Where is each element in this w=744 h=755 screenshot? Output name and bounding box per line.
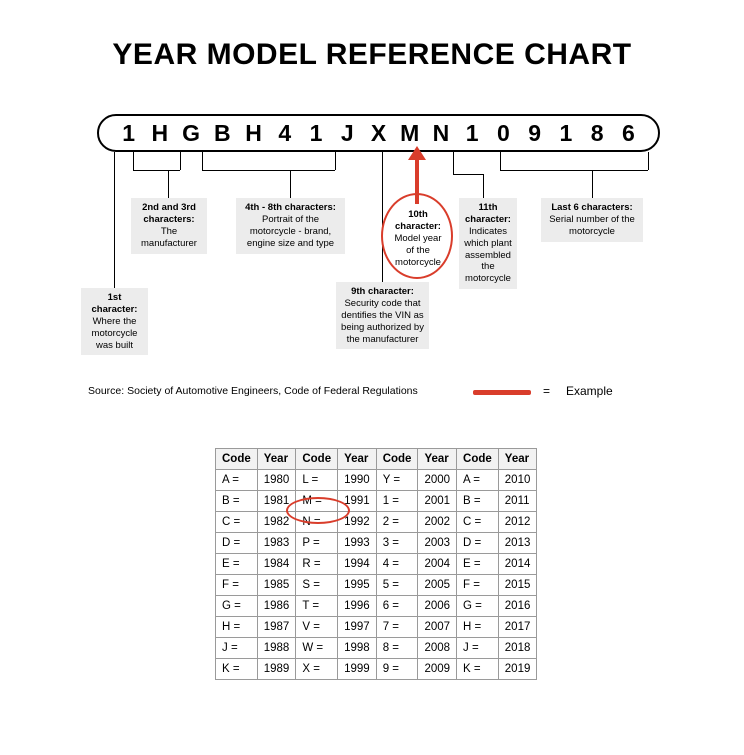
callout-ninth-heading: 9th character:	[351, 286, 414, 297]
cell-code: E =	[457, 554, 499, 575]
cell-code: 5 =	[376, 575, 418, 596]
cell-code: 3 =	[376, 533, 418, 554]
cell-code: Y =	[376, 470, 418, 491]
leader-line-eleventh-char-drop	[483, 174, 484, 198]
table-row	[216, 554, 537, 575]
cell-year: 1995	[338, 575, 377, 596]
callout-last-six-heading: Last 6 characters:	[551, 202, 633, 213]
callout-second-third-body: The manufacturer	[141, 225, 197, 249]
callout-fourth-eighth-characters	[236, 198, 345, 254]
cell-year: 2009	[418, 659, 457, 680]
table-header-code-3: Code	[376, 449, 418, 470]
cell-code: X =	[296, 659, 338, 680]
cell-year: 1996	[338, 596, 377, 617]
cell-code: H =	[457, 617, 499, 638]
bracket-second-third-left	[133, 152, 134, 170]
bracket-second-third-top	[133, 170, 180, 171]
cell-code: C =	[457, 512, 499, 533]
cell-year: 2019	[498, 659, 537, 680]
table-row	[216, 533, 537, 554]
callout-first-character	[81, 288, 148, 355]
cell-code: 1 =	[376, 491, 418, 512]
cell-year: 2015	[498, 575, 537, 596]
cell-year: 1981	[257, 491, 296, 512]
cell-year: 1988	[257, 638, 296, 659]
cell-code: C =	[216, 512, 258, 533]
table-header-year-4: Year	[498, 449, 537, 470]
cell-year: 2011	[498, 491, 537, 512]
cell-code: F =	[216, 575, 258, 596]
callout-tenth-heading: 10th character:	[395, 209, 441, 232]
table-row	[216, 617, 537, 638]
cell-year: 1980	[257, 470, 296, 491]
bracket-last-six-top	[500, 170, 648, 171]
leader-line-last-six	[592, 170, 593, 198]
table-header-year-1: Year	[257, 449, 296, 470]
leader-line-second-third	[168, 170, 169, 198]
cell-year: 2017	[498, 617, 537, 638]
cell-code: K =	[216, 659, 258, 680]
vin-char-15: 1	[559, 119, 573, 146]
callout-first-character-body: Where the motorcycle was built	[91, 315, 138, 351]
source-text: Source: Society of Automotive Engineers, Code of Federal Regulations	[88, 385, 418, 397]
cell-year: 2013	[498, 533, 537, 554]
cell-year: 2001	[418, 491, 457, 512]
vin-char-1: 1	[122, 119, 136, 146]
cell-year: 2005	[418, 575, 457, 596]
cell-year: 2014	[498, 554, 537, 575]
leader-line-first-char-stub	[114, 152, 115, 170]
bracket-second-third-right	[180, 152, 181, 170]
cell-code: 8 =	[376, 638, 418, 659]
cell-year: 2002	[418, 512, 457, 533]
callout-ninth-body: Security code that dentifies the VIN as being authorized by the manufacturer	[341, 297, 424, 345]
table-row	[216, 638, 537, 659]
cell-code: D =	[457, 533, 499, 554]
cell-code: V =	[296, 617, 338, 638]
table-row	[216, 575, 537, 596]
cell-year: 2007	[418, 617, 457, 638]
cell-code: G =	[457, 596, 499, 617]
table-header-year-2: Year	[338, 449, 377, 470]
cell-code: D =	[216, 533, 258, 554]
cell-code: 9 =	[376, 659, 418, 680]
cell-year: 1997	[338, 617, 377, 638]
table-header-row	[216, 449, 537, 470]
cell-code: E =	[216, 554, 258, 575]
callout-eleventh-character	[459, 198, 517, 289]
vin-char-2: H	[151, 119, 169, 146]
cell-year: 1982	[257, 512, 296, 533]
callout-tenth-character	[390, 205, 446, 272]
vin-char-12: 1	[465, 119, 479, 146]
cell-code: W =	[296, 638, 338, 659]
cell-code: S =	[296, 575, 338, 596]
cell-year: 1992	[338, 512, 377, 533]
cell-code: P =	[296, 533, 338, 554]
cell-code: M =	[296, 491, 338, 512]
cell-year: 2012	[498, 512, 537, 533]
cell-year: 1983	[257, 533, 296, 554]
cell-code: B =	[216, 491, 258, 512]
bracket-fourth-eighth-right	[335, 152, 336, 170]
bracket-last-six-left	[500, 152, 501, 170]
cell-year: 2010	[498, 470, 537, 491]
callout-ninth-character	[336, 282, 429, 349]
callout-eleventh-heading: 11th character:	[465, 202, 511, 225]
callout-eleventh-body: Indicates which plant assembled the motorcycle	[464, 225, 512, 285]
vin-char-13: 0	[497, 119, 510, 146]
cell-code: R =	[296, 554, 338, 575]
cell-year: 2006	[418, 596, 457, 617]
cell-code: B =	[457, 491, 499, 512]
vin-char-5: H	[245, 119, 262, 146]
cell-code: A =	[216, 470, 258, 491]
cell-code: A =	[457, 470, 499, 491]
cell-code: F =	[457, 575, 499, 596]
table-row	[216, 491, 537, 512]
table-row	[216, 659, 537, 680]
leader-line-ninth-char	[382, 152, 383, 282]
cell-code: 4 =	[376, 554, 418, 575]
callout-fourth-eighth-heading: 4th - 8th characters:	[245, 202, 336, 213]
leader-line-eleventh-char-stub	[453, 152, 454, 174]
cell-code: J =	[216, 638, 258, 659]
cell-code: 7 =	[376, 617, 418, 638]
cell-year: 1990	[338, 470, 377, 491]
vin-char-17: 6	[621, 119, 635, 146]
legend-example-label: Example	[566, 384, 613, 398]
cell-code: N =	[296, 512, 338, 533]
cell-year: 2003	[418, 533, 457, 554]
cell-year: 1989	[257, 659, 296, 680]
vin-char-6: 4	[278, 119, 292, 146]
cell-year: 1984	[257, 554, 296, 575]
cell-year: 1994	[338, 554, 377, 575]
cell-code: K =	[457, 659, 499, 680]
bracket-fourth-eighth-top	[202, 170, 335, 171]
table-row	[216, 512, 537, 533]
cell-year: 1987	[257, 617, 296, 638]
cell-year: 1986	[257, 596, 296, 617]
callout-tenth-body: Model year of the motorcycle	[394, 232, 442, 268]
callout-fourth-eighth-body: Portrait of the motorcycle - brand, engine size and type	[246, 213, 335, 249]
leader-line-eleventh-char-run	[453, 174, 483, 175]
legend-equals-sign: =	[543, 384, 551, 398]
vin-char-8: J	[340, 119, 354, 146]
leader-line-fourth-eighth	[290, 170, 291, 198]
cell-code: G =	[216, 596, 258, 617]
cell-code: 6 =	[376, 596, 418, 617]
cell-year: 1993	[338, 533, 377, 554]
table-row	[216, 470, 537, 491]
cell-year: 2018	[498, 638, 537, 659]
vin-char-3: G	[182, 119, 201, 146]
callout-last-six-body: Serial number of the motorcycle	[549, 213, 635, 237]
cell-code: L =	[296, 470, 338, 491]
cell-code: T =	[296, 596, 338, 617]
cell-year: 2016	[498, 596, 537, 617]
table-header-code-4: Code	[457, 449, 499, 470]
legend-red-bar-icon	[473, 390, 531, 395]
table-header-year-3: Year	[418, 449, 457, 470]
vin-char-11: N	[432, 119, 450, 146]
bracket-fourth-eighth-left	[202, 152, 203, 170]
vin-char-10: M	[400, 119, 420, 146]
vin-char-9: X	[370, 119, 387, 146]
cell-year: 2004	[418, 554, 457, 575]
table-row	[216, 596, 537, 617]
cell-year: 2008	[418, 638, 457, 659]
cell-year: 1998	[338, 638, 377, 659]
vin-capsule	[97, 114, 660, 152]
cell-year: 1985	[257, 575, 296, 596]
bracket-last-six-right	[648, 152, 649, 170]
cell-year: 2000	[418, 470, 457, 491]
cell-year: 1991	[338, 491, 377, 512]
vin-char-7: 1	[309, 119, 323, 146]
year-code-table	[215, 448, 537, 680]
vin-char-16: 8	[590, 119, 604, 146]
cell-year: 1999	[338, 659, 377, 680]
callout-first-character-heading: 1st character:	[91, 292, 138, 315]
cell-code: J =	[457, 638, 499, 659]
leader-line-first-char-drop	[114, 170, 115, 288]
callout-last-six-characters	[541, 198, 643, 242]
vin-char-4: B	[214, 119, 231, 146]
table-header-code-1: Code	[216, 449, 258, 470]
cell-code: 2 =	[376, 512, 418, 533]
table-header-code-2: Code	[296, 449, 338, 470]
callout-second-third-heading: 2nd and 3rd characters:	[142, 202, 196, 225]
callout-second-third-characters	[131, 198, 207, 254]
cell-code: H =	[216, 617, 258, 638]
page-title: YEAR MODEL REFERENCE CHART	[112, 38, 632, 71]
vin-char-14: 9	[528, 119, 542, 146]
